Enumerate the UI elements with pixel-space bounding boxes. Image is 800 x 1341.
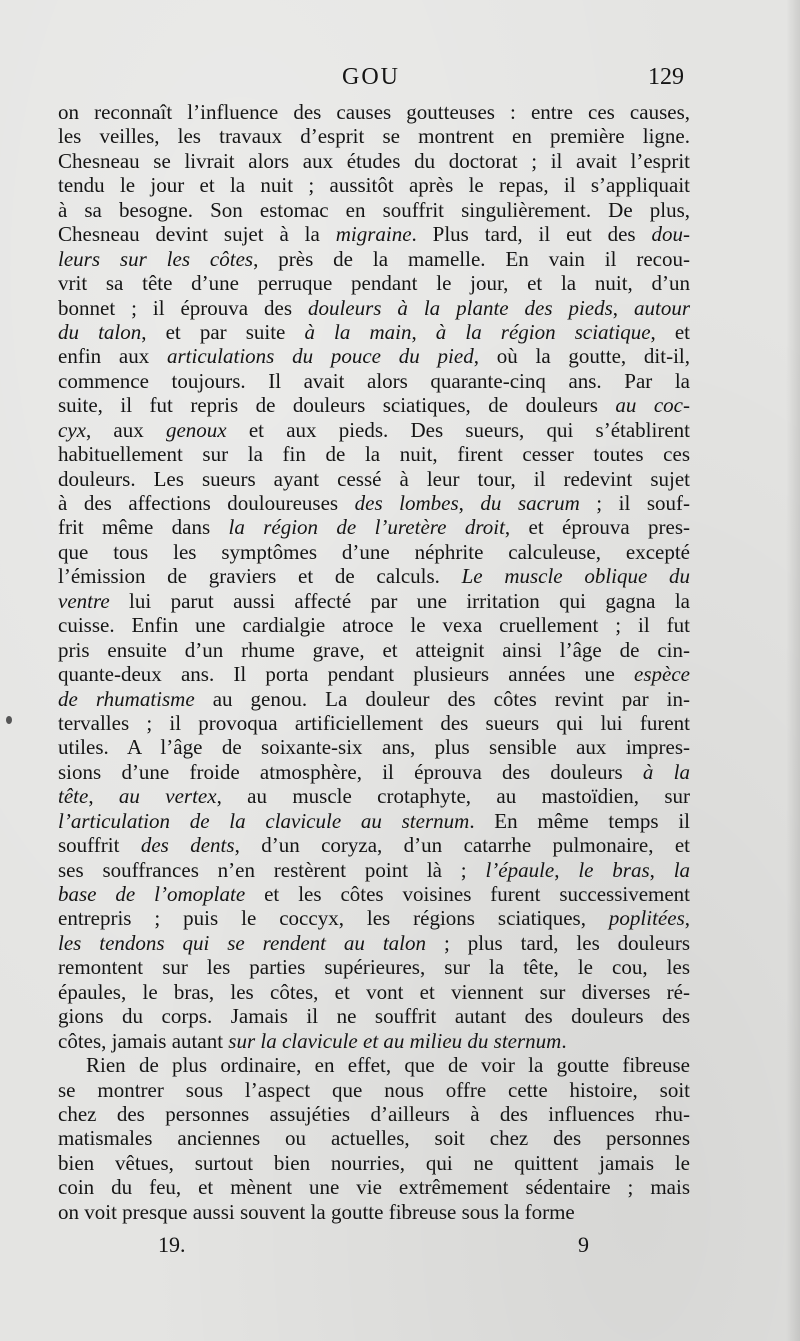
signature-mark: 19. [158,1232,186,1257]
text-run: , et [650,319,691,344]
text-line [58,515,690,539]
text-line [58,980,690,1004]
text-run: les veilles, les travaux d’esprit se montrent en première ligne. [58,124,690,149]
text-run: et aux pieds. Des sueurs, qui s’établirent [226,417,690,442]
text-run: ; il souf- [579,491,690,515]
italic-text-run: poplitées [608,906,685,931]
text-line [58,760,690,784]
italic-text-run: à la main [304,319,412,344]
text-run: cuisse. Enfin une cardialgie atroce le vexa cruellement ; il fut [58,613,690,638]
text-run: gions du corps. Jamais il ne souffrit autant des douleurs des [58,1004,690,1029]
text-run: quante-deux ans. Il porta pendant plusieurs années une [58,662,635,687]
text-line [58,491,690,515]
italic-text-run: autour [633,295,690,320]
text-run: ses souffrances n’en restèrent point là ; [58,857,486,882]
italic-text-run: leurs sur les côtes [58,246,254,271]
italic-text-run: des lombes [354,491,459,515]
text-run: lui parut aussi affecté par une irritation qui gagna la [109,588,690,613]
text-run: bonnet ; il éprouva des [58,295,308,320]
italic-text-run: base de l’omoplate [58,882,246,906]
text-line [58,222,690,246]
text-line [58,393,690,417]
text-run: frit même dans [58,515,229,540]
text-run: matismales anciennes ou actuelles, soit chez des personnes [58,1126,690,1151]
italic-text-run: de rhumatisme [58,686,195,711]
italic-text-run: sur la clavicule et au milieu du sternum [228,1028,562,1053]
text-run: souffrit [58,833,141,858]
text-line [58,320,690,344]
text-run: , [554,857,579,882]
text-run: , [649,857,674,882]
text-line [58,149,690,173]
text-run: , aux [85,417,166,442]
text-line [58,735,690,759]
text-line [58,1175,690,1199]
text-run: que tous les symptômes d’une néphrite calculeuse, excepté [58,539,690,564]
text-run: habituellement sur la fin de la nuit, firent cesser toutes ces [58,442,690,467]
text-run: douleurs. Les sueurs ayant cessé à leur tour, il redevint sujet [58,466,690,491]
text-line [58,1053,690,1077]
text-run: Rien de plus ordinaire, en effet, que de voir la goutte fibreuse [86,1053,690,1078]
text-line [58,271,690,295]
text-run: ; plus tard, les douleurs [426,930,691,955]
italic-text-run: douleurs à la plante des pieds [307,295,613,320]
italic-text-run: du talon [58,319,142,344]
text-run: se montrer sous l’aspect que nous offre cette histoire, soit [58,1077,690,1102]
page-footer [0,1232,800,1262]
italic-text-run: les tendons qui se rendent au talon [58,930,427,955]
italic-text-run: ventre [58,588,110,613]
text-line [58,882,690,906]
text-line [58,100,690,124]
text-run: , [612,295,634,320]
page-edge-shadow [786,0,800,1341]
text-line [58,687,690,711]
text-run: . [561,1028,567,1053]
text-run: enfin aux [58,344,167,369]
italic-text-run: le bras [578,857,650,882]
text-run: chez des personnes assujéties d’ailleurs à des influences rhu- [58,1101,690,1126]
italic-text-run: au vertex [118,784,217,809]
text-run: on reconnaît l’influence des causes goutteuses : entre ces causes, [58,100,690,124]
italic-text-run: à la région sciatique [435,319,651,344]
running-head [0,64,800,98]
page-number: 129 [648,64,684,90]
text-line [58,833,690,857]
text-line [58,809,690,833]
text-run: Chesneau devint sujet à la [58,222,336,247]
text-line [58,173,690,197]
text-line [58,418,690,442]
text-run: , au muscle crotaphyte, au mastoïdien, sur [216,784,691,809]
text-line [58,467,690,491]
text-line [58,540,690,564]
text-line [58,955,690,979]
italic-text-run: tête [58,784,89,809]
text-line [58,247,690,271]
italic-text-run: la région de l’uretère droit [228,515,505,540]
italic-text-run: l’articulation de la clavicule au sternum [58,808,470,833]
italic-text-run: Le muscle oblique du [461,564,690,589]
text-line [58,564,690,588]
text-run: remontent sur les parties supérieures, sur la tête, le cou, les [58,955,690,980]
text-run: utiles. A l’âge de soixante-six ans, plus sensible aux impres- [58,735,690,760]
italic-text-run: du sacrum [480,491,580,515]
text-run: , d’un coryza, d’un catarrhe pulmonaire, et [234,833,690,858]
italic-text-run: au coc- [615,393,690,418]
text-run: à sa besogne. Son estomac en souffrit singulièrement. De plus, [58,197,690,222]
text-line [58,784,690,808]
text-run: bien vêtues, surtout bien nourries, qui ne quittent jamais le [58,1150,690,1175]
text-run: , [458,491,481,515]
body-text [58,100,690,1224]
text-run: , et éprouva pres- [504,515,690,540]
text-line [58,369,690,393]
text-run: . En même temps il [469,808,690,833]
italic-text-run: à la [642,759,690,784]
text-line [58,711,690,735]
text-run: et les côtes voisines furent successivement [245,882,691,906]
text-line [58,442,690,466]
text-run: , près de la mamelle. En vain il recou- [253,246,690,271]
text-run: , [411,319,436,344]
text-line [58,124,690,148]
text-line [58,931,690,955]
italic-text-run: espèce [634,662,690,687]
text-line [58,1078,690,1102]
text-run: , où la goutte, dit-il, [473,344,690,369]
italic-text-run: genoux [165,417,227,442]
text-run: coin du feu, et mènent une vie extrêmement sédentaire ; mais [58,1175,690,1200]
text-run: tervalles ; il provoqua artificiellement des sueurs qui lui furent [58,710,690,735]
italic-text-run: articulations du pouce du pied [167,344,474,369]
text-run: , et par suite [141,319,305,344]
text-line [58,344,690,368]
text-line [58,589,690,613]
italic-text-run: des dents [140,833,235,858]
text-run: au genou. La douleur des côtes revint par in- [194,686,690,711]
italic-text-run: migraine [335,222,412,247]
italic-text-run: l’épaule [485,857,555,882]
text-line [58,1004,690,1028]
text-run: entrepris ; puis le coccyx, les régions sciatiques, [58,906,609,931]
text-run: suite, il fut repris de douleurs sciatiques, de douleurs [58,393,616,418]
running-title: GOU [342,64,400,90]
text-line [58,662,690,686]
text-line [58,613,690,637]
gathering-number: 9 [578,1232,589,1257]
text-line [58,906,690,930]
text-run: côtes, jamais autant [58,1028,229,1053]
text-run: on voit presque aussi souvent la goutte fibreuse sous la forme [58,1199,575,1224]
text-line [58,296,690,320]
text-line [58,1102,690,1126]
text-run: à des affections douloureuses [58,491,355,515]
text-line [58,858,690,882]
text-run: pris ensuite d’un rhume grave, et atteignit ainsi l’âge de cin- [58,637,690,662]
margin-ink-mark [6,716,12,724]
text-line [58,1126,690,1150]
text-run: épaules, le bras, les côtes, et vont et viennent sur diverses ré- [58,979,690,1004]
text-run: , [88,784,119,809]
text-run: Chesneau se livrait alors aux études du doctorat ; il avait l’esprit [58,148,690,173]
text-run: . Plus tard, il eut des [411,222,652,247]
italic-text-run: dou- [651,222,690,247]
text-run: l’émission de graviers et de calculs. [58,564,462,589]
text-run: sions d’une froide atmosphère, il éprouva des douleurs [58,759,643,784]
text-run: , [684,906,690,931]
text-line [58,1151,690,1175]
text-line [58,638,690,662]
text-line [58,1200,690,1224]
italic-text-run: cyx [58,417,86,442]
italic-text-run: la [673,857,691,882]
text-run: commence toujours. Il avait alors quarante-cinq ans. Par la [58,368,690,393]
text-run: vrit sa tête d’une perruque pendant le jour, et la nuit, d’un [58,271,690,296]
text-line [58,198,690,222]
text-line [58,1029,690,1053]
text-run: tendu le jour et la nuit ; aussitôt après le repas, il s’appliquait [58,173,690,198]
